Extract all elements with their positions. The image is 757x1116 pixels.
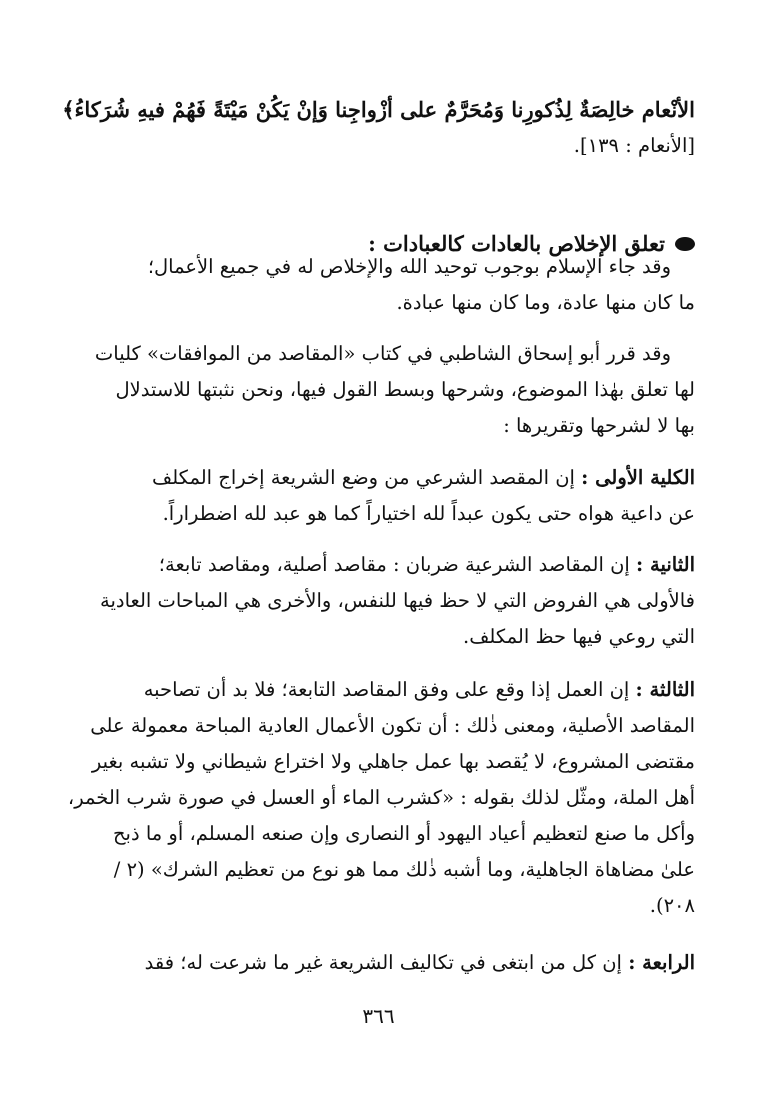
- paragraph-6: [59, 945, 695, 981]
- paragraph-5-lead: الثالثة :: [635, 678, 695, 701]
- paragraph-4-line-3: التي روعي فيها حظ المكلف.: [463, 625, 695, 648]
- paragraph-6-text: إن كل من ابتغى في تكاليف الشريعة غير ما شرعت له؛ فقد: [144, 951, 622, 974]
- paragraph-4-lead: الثانية :: [636, 553, 695, 576]
- paragraph-4-text: إن المقاصد الشرعية ضربان : مقاصد أصلية، ومقاصد تابعة؛: [158, 553, 630, 576]
- quran-verse: [59, 92, 695, 164]
- section-heading-text: تعلق الإخلاص بالعادات كالعبادات :: [368, 231, 665, 256]
- paragraph-1-line-1: وقد جاء الإسلام بوجوب توحيد الله والإخلاص له في جميع الأعمال؛: [147, 255, 671, 278]
- page-number: ٣٦٦: [362, 1004, 395, 1028]
- paragraph-2-line-2: لها تعلق بهٰذا الموضوع، وشرحها وبسط القول فيها، ونحن نثبتها للاستدلال: [115, 378, 695, 401]
- paragraph-5-line-5: وأكل ما صنع لتعظيم أعياد اليهود أو النصارى وإن صنعه المسلم، أو ما ذبح: [112, 822, 695, 845]
- paragraph-3: [59, 460, 695, 532]
- paragraph-5-line-1: [59, 672, 695, 708]
- paragraph-1-line-2: ما كان منها عادة، وما كان منها عبادة.: [396, 291, 695, 314]
- paragraph-5-line-7: ٢٠٨).: [649, 894, 695, 917]
- paragraph-6-line-1: [59, 945, 695, 981]
- paragraph-1: [59, 249, 695, 321]
- paragraph-4-line-1: [59, 547, 695, 583]
- quran-citation: [الأنعام : ١٣٩].: [573, 134, 695, 157]
- paragraph-2-line-1: وقد قرر أبو إسحاق الشاطبي في كتاب «المقاصد من الموافقات» كليات: [94, 342, 671, 365]
- paragraph-5: [59, 672, 695, 924]
- paragraph-5-line-6: علىٰ مضاهاة الجاهلية، وما أشبه ذٰلك مما هو نوع من تعظيم الشرك» (٢ /: [113, 858, 695, 881]
- paragraph-5-text: إن العمل إذا وقع على وفق المقاصد التابعة؛ فلا بد أن تصاحبه: [143, 678, 630, 701]
- paragraph-5-line-4: أهل الملة، ومثّل لذلك بقوله : «كشرب الماء أو العسل في صورة شرب الخمر،: [67, 786, 695, 809]
- paragraph-6-lead: الرابعة :: [628, 951, 695, 974]
- paragraph-3-line-2: عن داعية هواه حتى يكون عبداً لله اختياراً كما هو عبد لله اضطراراً.: [162, 502, 695, 525]
- paragraph-4: [59, 547, 695, 655]
- paragraph-5-line-2: المقاصد الأصلية، ومعنى ذٰلك : أن تكون الأعمال العادية المباحة معمولة على: [90, 714, 695, 737]
- paragraph-2-line-3: بها لا لشرحها وتقريرها :: [503, 414, 695, 437]
- paragraph-5-line-3: مقتضى المشروع، لا يُقصد بها عمل جاهلي ولا اختراع شيطاني ولا تشبه بغير: [91, 750, 695, 773]
- paragraph-2: [59, 336, 695, 444]
- paragraph-4-line-2: فالأولى هي الفروض التي لا حظ فيها للنفس، والأخرى هي المباحات العادية: [100, 589, 695, 612]
- paragraph-3-text: إن المقصد الشرعي من وضع الشريعة إخراج المكلف: [152, 466, 575, 489]
- paragraph-3-line-1: [59, 460, 695, 496]
- paragraph-3-lead: الكلية الأولى :: [581, 466, 695, 489]
- quran-verse-line-1: الأنْعام خالِصَةٌ لِذُكورِنا وَمُحَرَّمٌ على أزْواجِنا وَإنْ يَكُنْ مَيْتَةً فَهُمْ فيهِ شُرَكاءُ﴾: [62, 97, 695, 122]
